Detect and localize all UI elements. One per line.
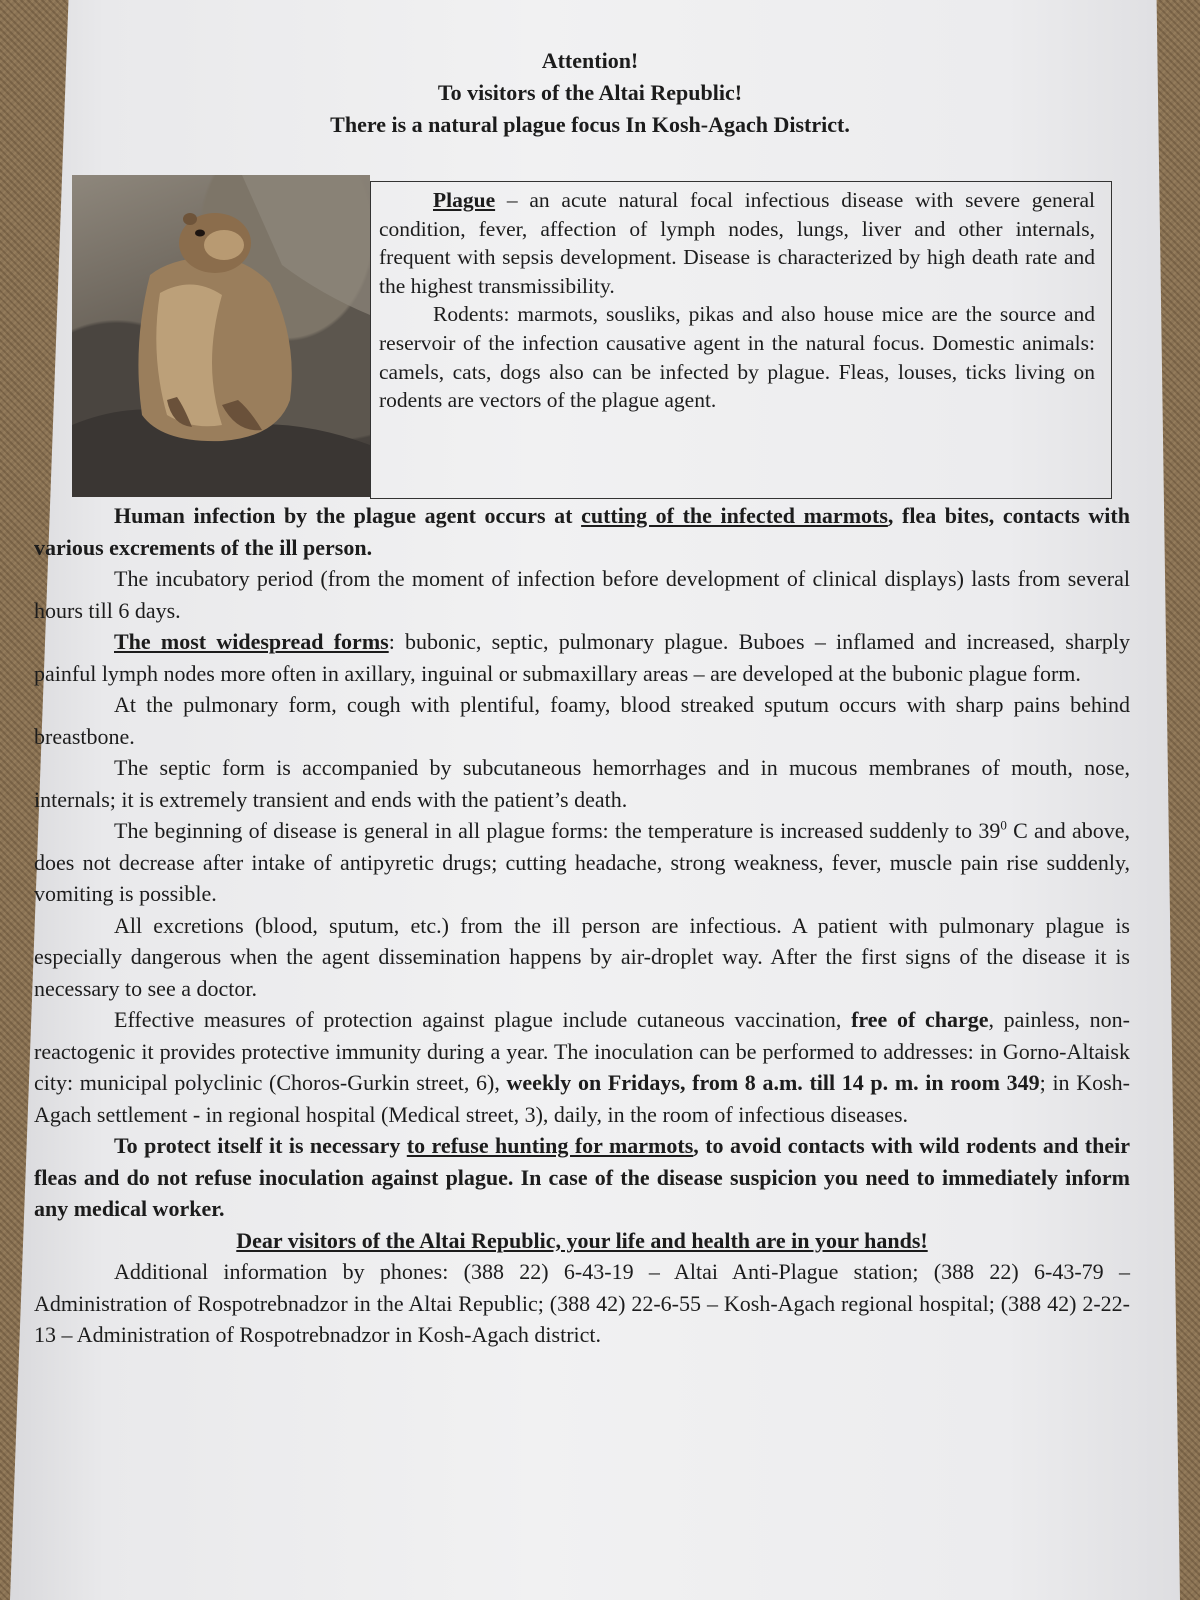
- protect-text-a: To protect itself it is necessary: [114, 1133, 407, 1158]
- measures-text-a: Effective measures of protection against plague include cutaneous vaccination,: [114, 1007, 852, 1032]
- plague-definition-box: [370, 181, 1112, 499]
- pulmonary-paragraph: At the pulmonary form, cough with plentiful, foamy, blood streaked sputum occurs with sharp pains behind breastbone.: [34, 692, 1130, 749]
- notice-heading-focus: There is a natural plague focus In Kosh-Agach District.: [330, 112, 850, 137]
- rodents-paragraph: Rodents: marmots, sousliks, pikas and also house mice are the source and reservoir of the infection causative agent in the natural focus. Domestic animals: camels, cats, dogs also can be infected by plague. Fleas, louses, ticks living on rodents are vectors of the plague agent.: [379, 302, 1095, 413]
- forms-label: The most widespread forms: [114, 629, 389, 654]
- marmot-photo: [72, 175, 370, 497]
- infection-text-underlined: cutting of the infected marmots: [581, 503, 888, 528]
- incubation-paragraph: The incubatory period (from the moment of infection before development of clinical displays) lasts from several hours till 6 days.: [34, 566, 1130, 623]
- septic-paragraph: The septic form is accompanied by subcutaneous hemorrhages and in mucous membranes of mouth, nose, internals; it is extremely transient and ends with the patient’s death.: [34, 755, 1130, 812]
- dear-visitors-line: Dear visitors of the Altai Republic, your life and health are in your hands!: [236, 1227, 928, 1253]
- protect-text-underlined: to refuse hunting for marmots: [406, 1133, 694, 1158]
- beginning-text-b: C and above, does not decrease after intake of antipyretic drugs; cutting headache, strong weakness, fever, muscle pain rise suddenly, vomiting is possible.: [34, 818, 1131, 906]
- notice-body: [34, 500, 1130, 1351]
- protect-paragraph: [34, 1130, 1130, 1225]
- measures-text-b: , painless, non-reactogenic it provides protective immunity during a year. The inoculation can be performed to addresses: in Gorno-Altaisk city: municipal polyclinic (Choros-Gurkin street, 6),: [34, 1007, 1131, 1095]
- plague-definition-text: – an acute natural focal infectious disease with severe general condition, fever, affection of lymph nodes, lungs, liver and other internals, frequent with sepsis development. Disease is characterized by high death rate and the highest transmissibility.: [379, 188, 1095, 298]
- infection-paragraph: [34, 500, 1130, 563]
- beginning-text-a: The beginning of disease is general in all plague forms: the temperature is increased suddenly to 39: [114, 818, 1001, 843]
- beginning-paragraph: [34, 815, 1130, 910]
- measures-paragraph: [34, 1004, 1130, 1130]
- protect-text-b: , to avoid contacts with wild rodents and their fleas and do not refuse inoculation against plague. In case of the disease suspicion you need to immediately inform any medical worker.: [34, 1133, 1130, 1221]
- infection-text-start: Human infection by the plague agent occurs at: [114, 503, 582, 528]
- plague-definition-paragraph: [379, 186, 1095, 300]
- degree-superscript: 0: [1000, 817, 1007, 833]
- infection-text-end: , flea bites, contacts with various excrements of the ill person.: [34, 503, 1130, 560]
- plague-term: Plague: [433, 188, 496, 212]
- notice-heading-visitors: To visitors of the Altai Republic!: [437, 80, 743, 105]
- measures-text-c: ; in Kosh-Agach settlement - in regional hospital (Medical street, 3), daily, in the room of infectious diseases.: [34, 1070, 1130, 1127]
- forms-paragraph: [34, 626, 1130, 689]
- notice-heading-attention: Attention!: [541, 48, 639, 73]
- excretions-paragraph: All excretions (blood, sputum, etc.) from the ill person are infectious. A patient with pulmonary plague is especially dangerous when the agent dissemination happens by air-droplet way. After the first signs of the disease it is necessary to see a doctor.: [34, 912, 1130, 1001]
- forms-text: : bubonic, septic, pulmonary plague. Buboes – inflamed and increased, sharply painful lymph nodes more often in axillary, inguinal or submaxillary areas – are developed at the bubonic plague form.: [34, 629, 1131, 686]
- measures-schedule: weekly on Fridays, from 8 a.m. till 14 p. m. in room 349: [506, 1070, 1040, 1095]
- phones-paragraph: Additional information by phones: (388 22) 6-43-19 – Altai Anti-Plague station; (388 22) 6-43-79 – Administration of Rospotrebnadzor in the Altai Republic; (388 42) 22-6-55 – Kosh-Agach regional hospital; (388 42) 2-22-13 – Administration of Rospotrebnadzor in Kosh-Agach district.: [34, 1259, 1130, 1347]
- measures-free-of-charge: free of charge: [851, 1007, 989, 1032]
